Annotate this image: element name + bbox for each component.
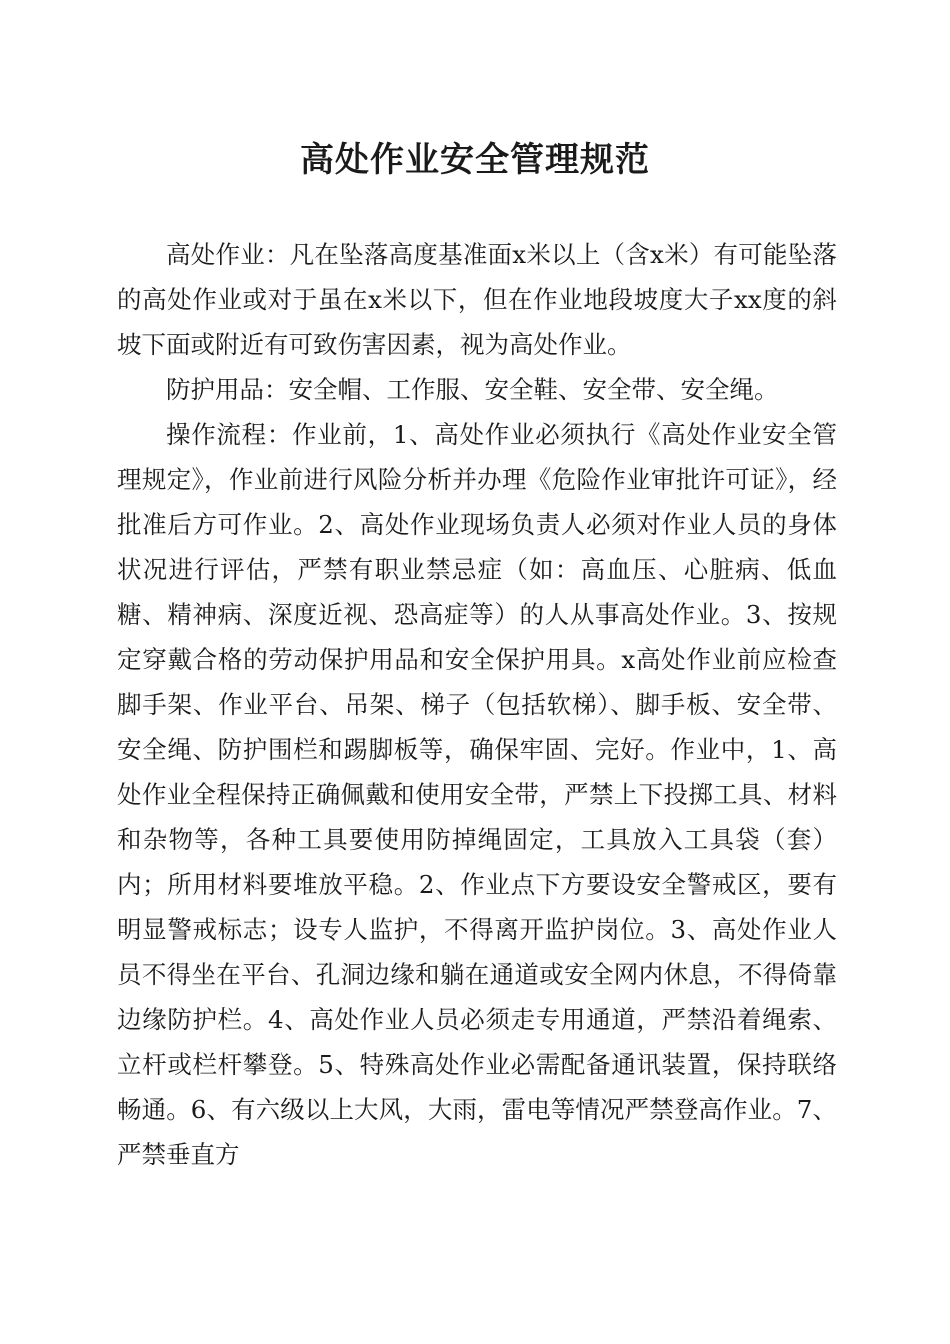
paragraph-protective-equipment: 防护用品：安全帽、工作服、安全鞋、安全带、安全绳。: [166, 375, 779, 404]
paragraph-definition: 高处作业：凡在坠落高度基准面x米以上（含x米）有可能坠落的高处作业或对于虽在x米以下，但在作业地段坡度大子xx度的斜坡下面或附近有可致伤害因素，视为高处作业。: [117, 240, 837, 359]
document-title: 高处作业安全管理规范: [300, 140, 650, 180]
paragraph-operating-procedure: 操作流程：作业前，1、高处作业必须执行《高处作业安全管理规定》，作业前进行风险分析并办理《危险作业审批许可证》，经批准后方可作业。2、高处作业现场负责人必须对作业人员的身体状况进行评估，严禁有职业禁忌症（如：高血压、心脏病、低血糖、精神病、深度近视、恐高症等）的人从事高处作业。3、按规定穿戴合格的劳动保护用品和安全保护用具。x高处作业前应检查脚手架、作业平台、吊架、梯子（包括软梯）、脚手板、安全带、安全绳、防护围栏和踢脚板等，确保牢固、完好。作业中，1、高处作业全程保持正确佩戴和使用安全带，严禁上下投掷工具、材料和杂物等，各种工具要使用防掉绳固定，工具放入工具袋（套）内；所用材料要堆放平稳。2、作业点下方要设安全警戒区，要有明显警戒标志；设专人监护，不得离开监护岗位。3、高处作业人员不得坐在平台、孔洞边缘和躺在通道或安全网内休息，不得倚靠边缘防护栏。4、高处作业人员必须走专用通道，严禁沿着绳索、立杆或栏杆攀登。5、特殊高处作业必需配备通讯装置，保持联络畅通。6、有六级以上大风，大雨，雷电等情况严禁登高作业。7、严禁垂直方: [117, 420, 837, 1169]
document-body: [117, 232, 837, 1177]
